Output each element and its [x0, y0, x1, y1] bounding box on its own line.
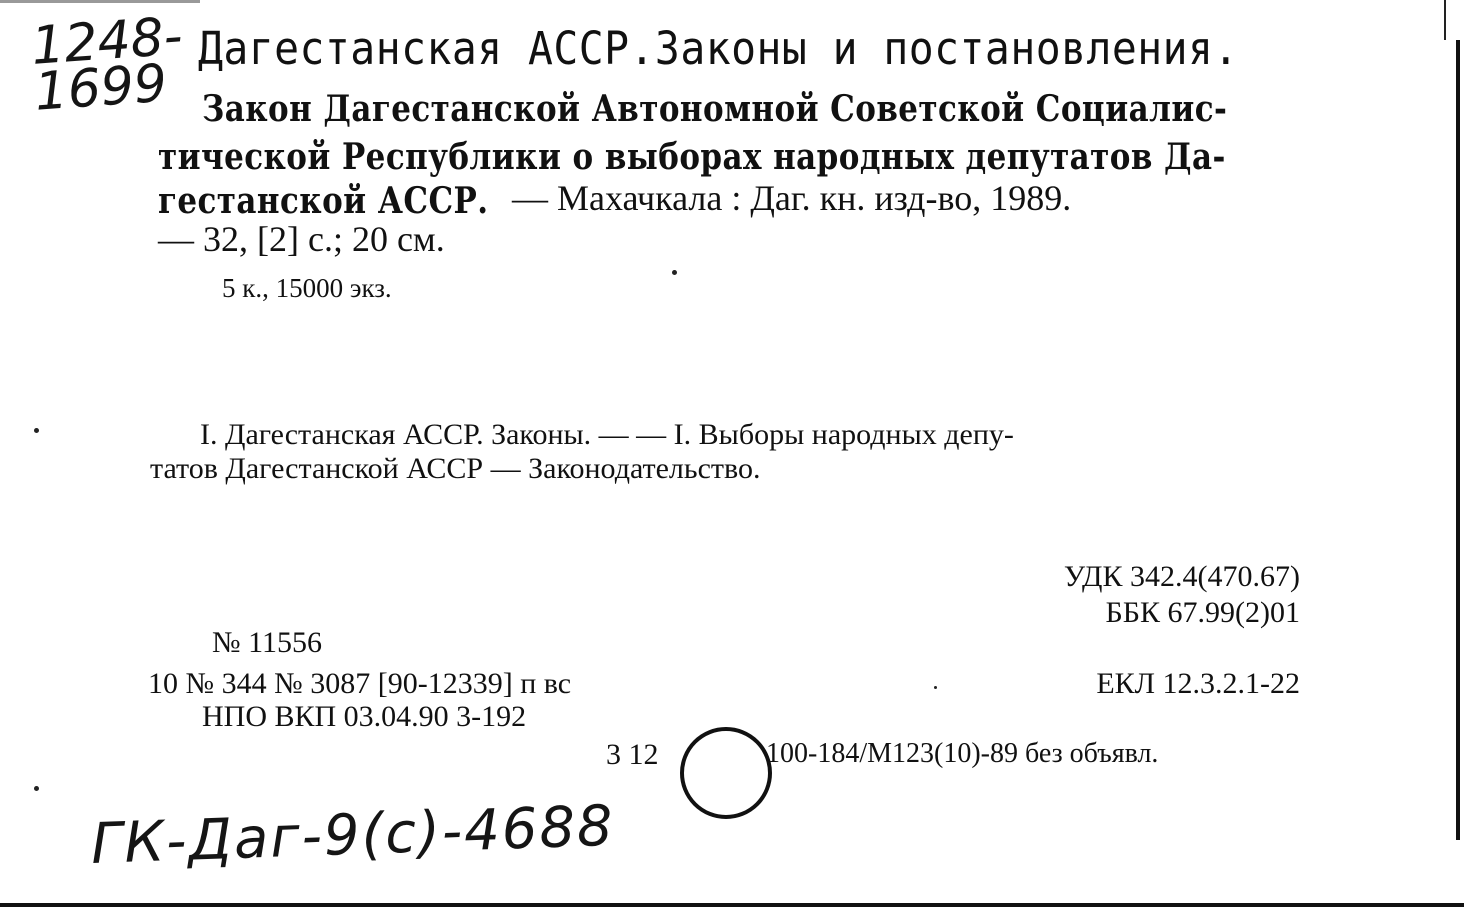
subject-line-1: I. Дагестанская АССР. Законы. — — I. Выборы народных депу- [200, 418, 1014, 451]
order-info: 10 № 344 № 3087 [90-12339] п вс [148, 667, 572, 700]
npo-info: НПО ВКП 03.04.90 3-192 [202, 700, 527, 733]
handwritten-shelf-number: 1248- 1699 [29, 6, 185, 123]
title-line-3: гестанской АССР. [158, 180, 489, 222]
price-info: 5 к., 15000 экз. [222, 273, 392, 303]
card-heading: Дагестанская АССР.Законы и постановления. [198, 22, 1239, 75]
ekl-code: ЕКЛ 12.3.2.1-22 [1096, 667, 1300, 700]
card-edge-right [1456, 40, 1460, 840]
stamp-circle [680, 727, 772, 819]
card-edge-bottom [0, 903, 1464, 907]
title-line-2: тической Республики о выборах народных депутатов Да- [158, 136, 1226, 178]
speck [672, 270, 677, 275]
handwritten-inventory-number: ГК-Даг-9(с)-4688 [90, 793, 616, 877]
title-line-1: Закон Дагестанской Автономной Советской Социалис- [202, 88, 1228, 130]
extent-info: — 32, [2] с.; 20 см. [158, 219, 445, 259]
subject-line-2: татов Дагестанской АССР — Законодательство. [150, 452, 761, 485]
card-number: № 11556 [212, 626, 323, 659]
code-left: 3 12 [606, 738, 659, 771]
udk-code: УДК 342.4(470.67) [1063, 560, 1300, 593]
speck [34, 786, 39, 791]
card-edge-right-top [1444, 0, 1446, 40]
speck [934, 686, 937, 689]
top-edge [0, 0, 200, 3]
bbk-code: ББК 67.99(2)01 [1105, 596, 1300, 629]
code-right: 100-184/М123(10)-89 без объявл. [766, 738, 1159, 769]
speck [34, 428, 39, 433]
publication-info: — Махачкала : Даг. кн. изд-во, 1989. [512, 178, 1072, 218]
